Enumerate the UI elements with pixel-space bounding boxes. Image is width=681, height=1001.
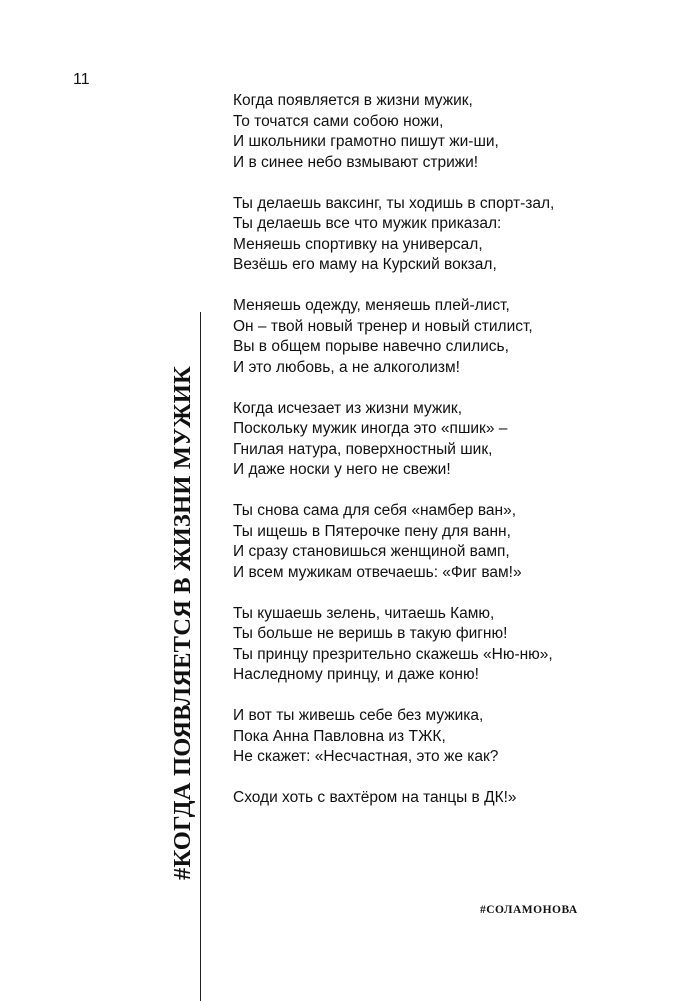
stanza: [233, 194, 653, 276]
poem-line: Ты кушаешь зелень, читаешь Камю,: [233, 604, 495, 622]
poem-line: Меняешь одежду, меняешь плей-лист,: [233, 297, 510, 314]
poem-line: И в синее небо взмывают стрижи!: [233, 153, 479, 171]
poem-line: Наследному принцу, и даже коню!: [233, 666, 479, 683]
poem-line: Когда исчезает из жизни мужик,: [233, 399, 463, 417]
page-number: 11: [73, 71, 90, 88]
vertical-title: #КОГДА ПОЯВЛЯЕТСЯ В ЖИЗНИ МУЖИК: [169, 366, 196, 880]
poem-line: Поскольку мужик иногда это «пшик» –: [233, 420, 508, 437]
poem-line: И сразу становишься женщиной вамп,: [233, 543, 510, 560]
stanza: [233, 91, 653, 173]
poem-line: Гнилая натура, поверхностный шик,: [233, 440, 493, 458]
poem-line: То точатся сами собою ножи,: [233, 112, 444, 130]
poem-line: Вы в общем порыве навечно слились,: [233, 338, 509, 355]
poem-line: Везёшь его маму на Курский вокзал,: [233, 256, 497, 273]
stanza: [233, 604, 653, 686]
poem: [233, 91, 653, 829]
poem-line: И вот ты живешь себе без мужика,: [233, 707, 484, 724]
poem-line: Не скажет: «Несчастная, это же как?: [233, 748, 499, 765]
poem-line: Ты делаешь все что мужик приказал:: [233, 215, 502, 232]
poem-line: Ты снова сама для себя «намбер ван»,: [233, 502, 517, 519]
poem-line: И школьники грамотно пишут жи-ши,: [233, 133, 499, 150]
poem-line: Меняешь спортивку на универсал,: [233, 235, 483, 253]
stanza: [233, 788, 653, 809]
poem-line: И даже носки у него не свежи!: [233, 461, 451, 478]
poem-line: И это любовь, а не алкоголизм!: [233, 358, 460, 376]
poem-line: Сходи хоть с вахтёром на танцы в ДК!»: [233, 789, 517, 806]
poem-line: Ты принцу презрительно скажешь «Ню-ню»,: [233, 645, 553, 663]
stanza: [233, 399, 653, 481]
poem-line: И всем мужикам отвечаешь: «Фиг вам!»: [233, 563, 522, 581]
stanza: [233, 706, 653, 768]
poem-line: Ты больше не веришь в такую фигню!: [233, 625, 508, 642]
poem-line: Ты ищешь в Пятерочке пену для ванн,: [233, 522, 511, 540]
poem-line: Ты делаешь ваксинг, ты ходишь в спорт-зал,: [233, 194, 555, 212]
poem-line: Он – твой новый тренер и новый стилист,: [233, 317, 533, 335]
poem-line: Когда появляется в жизни мужик,: [233, 92, 473, 109]
stanza: [233, 296, 653, 378]
poem-line: Пока Анна Павловна из ТЖК,: [233, 727, 446, 745]
author-signature: #СОЛАМОНОВА: [480, 904, 578, 916]
stanza: [233, 501, 653, 583]
vertical-divider: [200, 312, 201, 1001]
